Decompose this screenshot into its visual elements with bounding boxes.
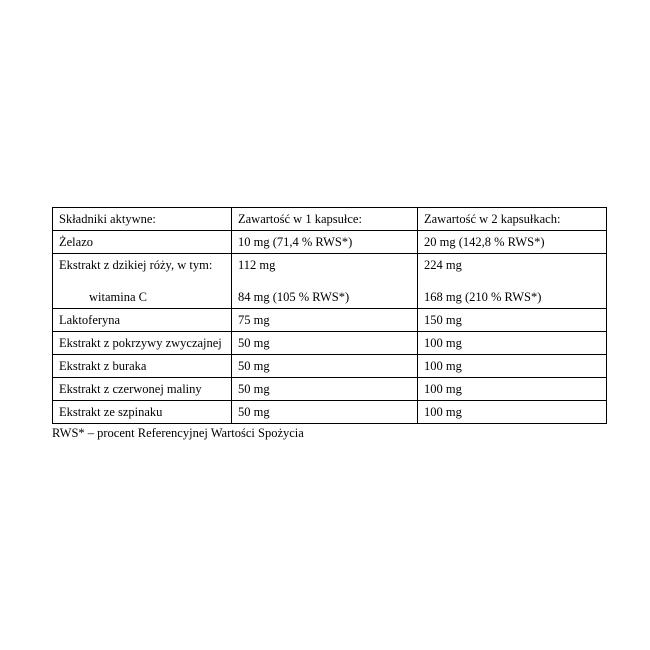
amount-one-capsule: 112 mg bbox=[238, 258, 276, 272]
table-row bbox=[53, 332, 607, 355]
table-row bbox=[53, 355, 607, 378]
ingredient-name: Żelazo bbox=[53, 231, 232, 254]
amount-two-capsules: 100 mg bbox=[418, 378, 607, 401]
table-row bbox=[53, 401, 607, 424]
header-one-capsule: Zawartość w 1 kapsułce: bbox=[232, 208, 418, 231]
amount-one-capsule: 10 mg (71,4 % RWS*) bbox=[232, 231, 418, 254]
table-row bbox=[53, 231, 607, 254]
amount-one-capsule: 50 mg bbox=[232, 332, 418, 355]
sub-ingredient-name: witamina C bbox=[89, 290, 147, 304]
ingredient-name: Laktoferyna bbox=[53, 309, 232, 332]
ingredients-document bbox=[52, 207, 606, 441]
sub-amount-two-capsules: 168 mg (210 % RWS*) bbox=[424, 290, 542, 304]
amount-one-capsule: 50 mg bbox=[232, 355, 418, 378]
header-two-capsules: Zawartość w 2 kapsułkach: bbox=[418, 208, 607, 231]
amount-two-capsules: 224 mg bbox=[424, 258, 462, 272]
amount-two-capsules-cell bbox=[418, 254, 607, 309]
ingredients-table bbox=[52, 207, 607, 424]
ingredient-name: Ekstrakt z pokrzywy zwyczajnej bbox=[53, 332, 232, 355]
amount-one-capsule: 50 mg bbox=[232, 401, 418, 424]
table-row bbox=[53, 309, 607, 332]
table-row bbox=[53, 378, 607, 401]
amount-two-capsules: 150 mg bbox=[418, 309, 607, 332]
ingredient-name-cell bbox=[53, 254, 232, 309]
amount-two-capsules: 100 mg bbox=[418, 401, 607, 424]
amount-one-capsule: 50 mg bbox=[232, 378, 418, 401]
ingredient-name: Ekstrakt z buraka bbox=[53, 355, 232, 378]
ingredient-name: Ekstrakt z czerwonej maliny bbox=[53, 378, 232, 401]
ingredient-name: Ekstrakt z dzikiej róży, w tym: bbox=[59, 258, 213, 272]
amount-one-capsule-cell bbox=[232, 254, 418, 309]
table-row bbox=[53, 254, 607, 309]
amount-two-capsules: 20 mg (142,8 % RWS*) bbox=[418, 231, 607, 254]
footnote: RWS* – procent Referencyjnej Wartości Spożycia bbox=[52, 426, 304, 440]
table-header-row bbox=[53, 208, 607, 231]
amount-two-capsules: 100 mg bbox=[418, 332, 607, 355]
header-ingredients: Składniki aktywne: bbox=[53, 208, 232, 231]
amount-two-capsules: 100 mg bbox=[418, 355, 607, 378]
sub-amount-one-capsule: 84 mg (105 % RWS*) bbox=[238, 290, 350, 304]
ingredient-name: Ekstrakt ze szpinaku bbox=[53, 401, 232, 424]
amount-one-capsule: 75 mg bbox=[232, 309, 418, 332]
